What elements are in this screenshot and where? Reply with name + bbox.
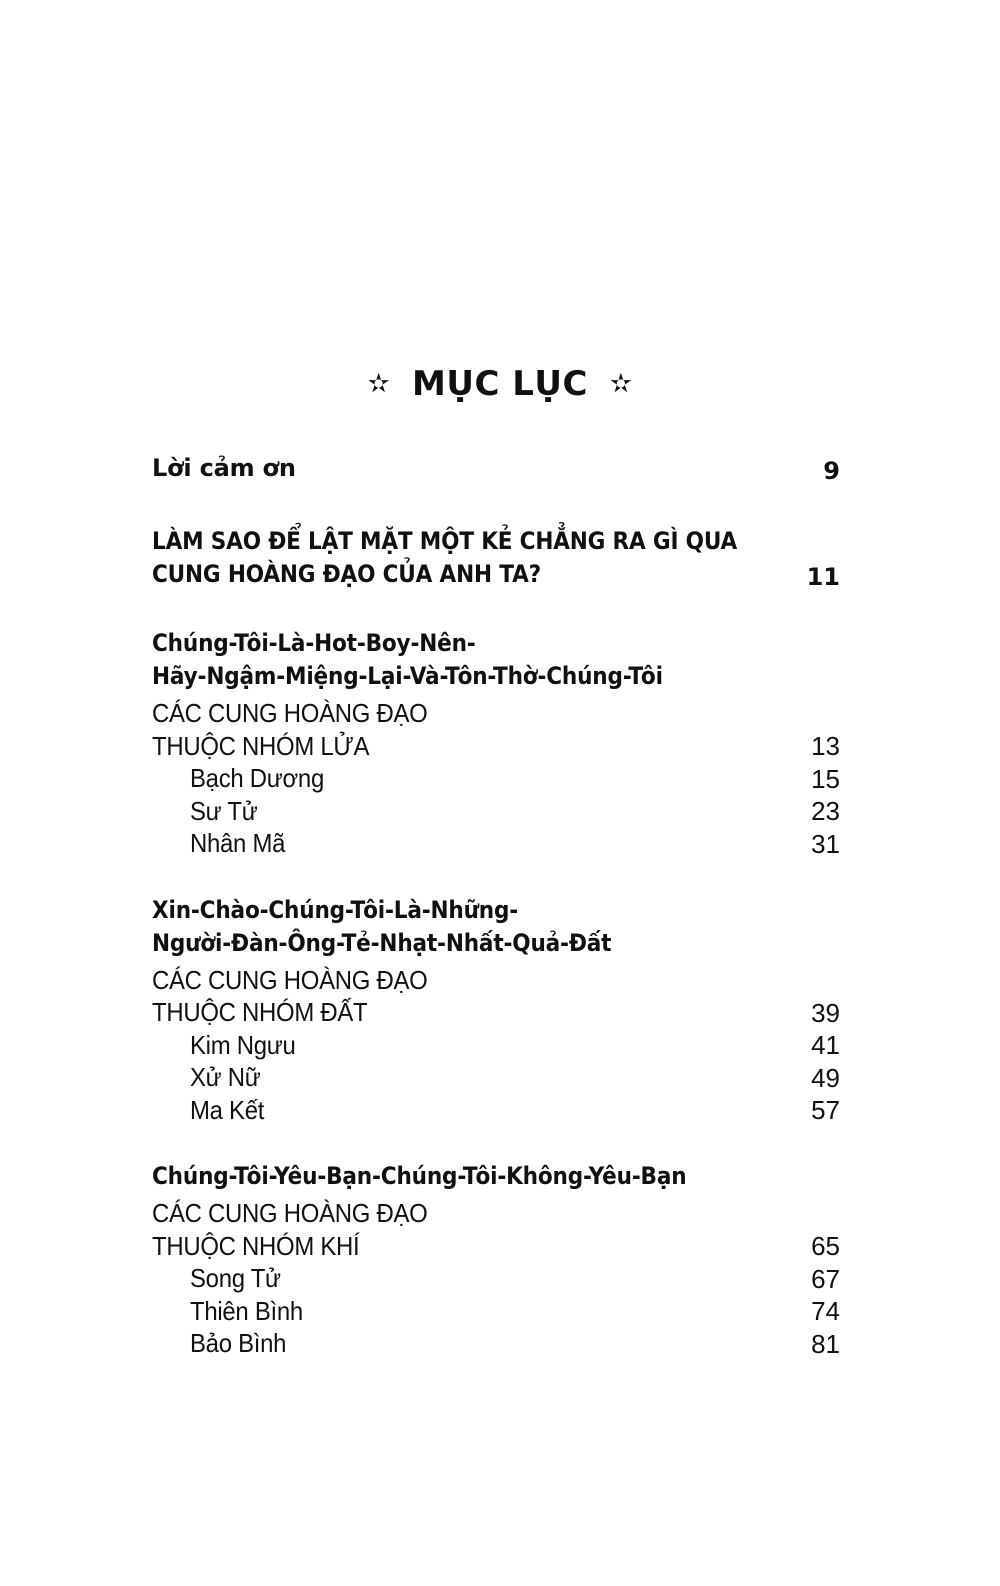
page-title [0, 362, 1000, 406]
toc-entry-page: 49 [811, 1062, 840, 1093]
toc-entry-page: 39 [811, 997, 840, 1028]
toc-entry-label: Sư Tử [190, 795, 258, 826]
toc-entry-page: 67 [811, 1263, 840, 1294]
toc-entry-label: Bảo Bình [190, 1328, 287, 1358]
toc-entry-label: THUỘC NHÓM LỬA [152, 730, 370, 761]
toc-entry-label: Thiên Bình [190, 1295, 303, 1326]
toc-entry-intro-line1[interactable] [152, 525, 840, 558]
toc-entry-earth-group[interactable] [152, 996, 840, 1029]
toc-entry-acknowledgements[interactable] [152, 452, 840, 485]
toc-entry-sign[interactable] [152, 762, 840, 795]
toc-entry-page: 74 [811, 1296, 840, 1326]
toc-entry-air-group[interactable] [152, 1230, 840, 1263]
toc-entry-page: 23 [811, 796, 840, 826]
toc-entry-air-group[interactable] [152, 1197, 840, 1230]
toc-entry-label: THUỘC NHÓM KHÍ [152, 1230, 360, 1261]
section-heading-air [152, 1160, 840, 1193]
toc-entry-sign[interactable] [152, 795, 840, 828]
toc-entry-label: CÁC CUNG HOÀNG ĐẠO [152, 964, 428, 995]
toc-entry-earth-group[interactable] [152, 964, 840, 997]
toc-entry-label: Lời cảm ơn [152, 454, 296, 482]
toc-entry-label: LÀM SAO ĐỂ LẬT MẶT MỘT KẺ CHẲNG RA GÌ QUA [152, 527, 738, 555]
toc-entry-label: THUỘC NHÓM ĐẤT [152, 997, 368, 1027]
toc-entry-page: 13 [811, 731, 840, 761]
section-heading-earth [152, 927, 840, 960]
section-heading-fire [152, 660, 840, 693]
toc-entry-sign[interactable] [152, 1262, 840, 1295]
toc-entry-label: CÁC CUNG HOÀNG ĐẠO [152, 698, 428, 728]
toc-entry-sign[interactable] [152, 1295, 840, 1328]
section-heading-text: Xin-Chào-Chúng-Tôi-Là-Những- [152, 895, 519, 924]
page-title-text: MỤC LỤC [412, 364, 588, 404]
section-heading-text: Chúng-Tôi-Yêu-Bạn-Chúng-Tôi-Không-Yêu-Bạn [152, 1162, 687, 1190]
toc-entry-label: Song Tử [190, 1263, 281, 1293]
toc-entry-page: 65 [811, 1231, 840, 1261]
star-icon: ✫ [367, 369, 391, 399]
toc-entry-label: CUNG HOÀNG ĐẠO CỦA ANH TA? [152, 560, 541, 588]
toc-entry-fire-group[interactable] [152, 730, 840, 763]
toc-entry-page: 81 [811, 1328, 840, 1359]
toc-entry-label: Ma Kết [190, 1094, 265, 1125]
toc-entry-sign[interactable] [152, 1029, 840, 1062]
section-heading-fire [152, 627, 840, 660]
toc-entry-page: 11 [806, 563, 840, 591]
toc-entry-label: Xử Nữ [190, 1062, 261, 1092]
section-heading-text: Chúng-Tôi-Là-Hot-Boy-Nên- [152, 629, 476, 657]
section-heading-earth [152, 894, 840, 927]
toc-entry-sign[interactable] [152, 1061, 840, 1094]
toc-entry-page: 41 [811, 1030, 840, 1060]
toc-entry-label: Bạch Dương [190, 763, 324, 793]
toc-entry-sign[interactable] [152, 1327, 840, 1360]
section-heading-text: Người-Đàn-Ông-Tẻ-Nhạt-Nhất-Quả-Đất [152, 928, 612, 957]
toc-entry-label: CÁC CUNG HOÀNG ĐẠO [152, 1198, 428, 1228]
toc-entry-label: Nhân Mã [190, 828, 286, 858]
table-of-contents [152, 452, 840, 1360]
toc-entry-page: 31 [811, 828, 840, 859]
toc-entry-page: 15 [811, 763, 840, 794]
toc-entry-fire-group[interactable] [152, 697, 840, 730]
toc-entry-sign[interactable] [152, 827, 840, 860]
toc-entry-page: 57 [811, 1095, 840, 1125]
toc-entry-intro-line2[interactable] [152, 558, 840, 591]
star-icon: ✫ [609, 369, 633, 399]
toc-entry-label: Kim Ngưu [190, 1029, 296, 1060]
toc-entry-page: 9 [823, 457, 840, 485]
section-heading-text: Hãy-Ngậm-Miệng-Lại-Và-Tôn-Thờ-Chúng-Tôi [152, 662, 663, 690]
toc-entry-sign[interactable] [152, 1094, 840, 1127]
